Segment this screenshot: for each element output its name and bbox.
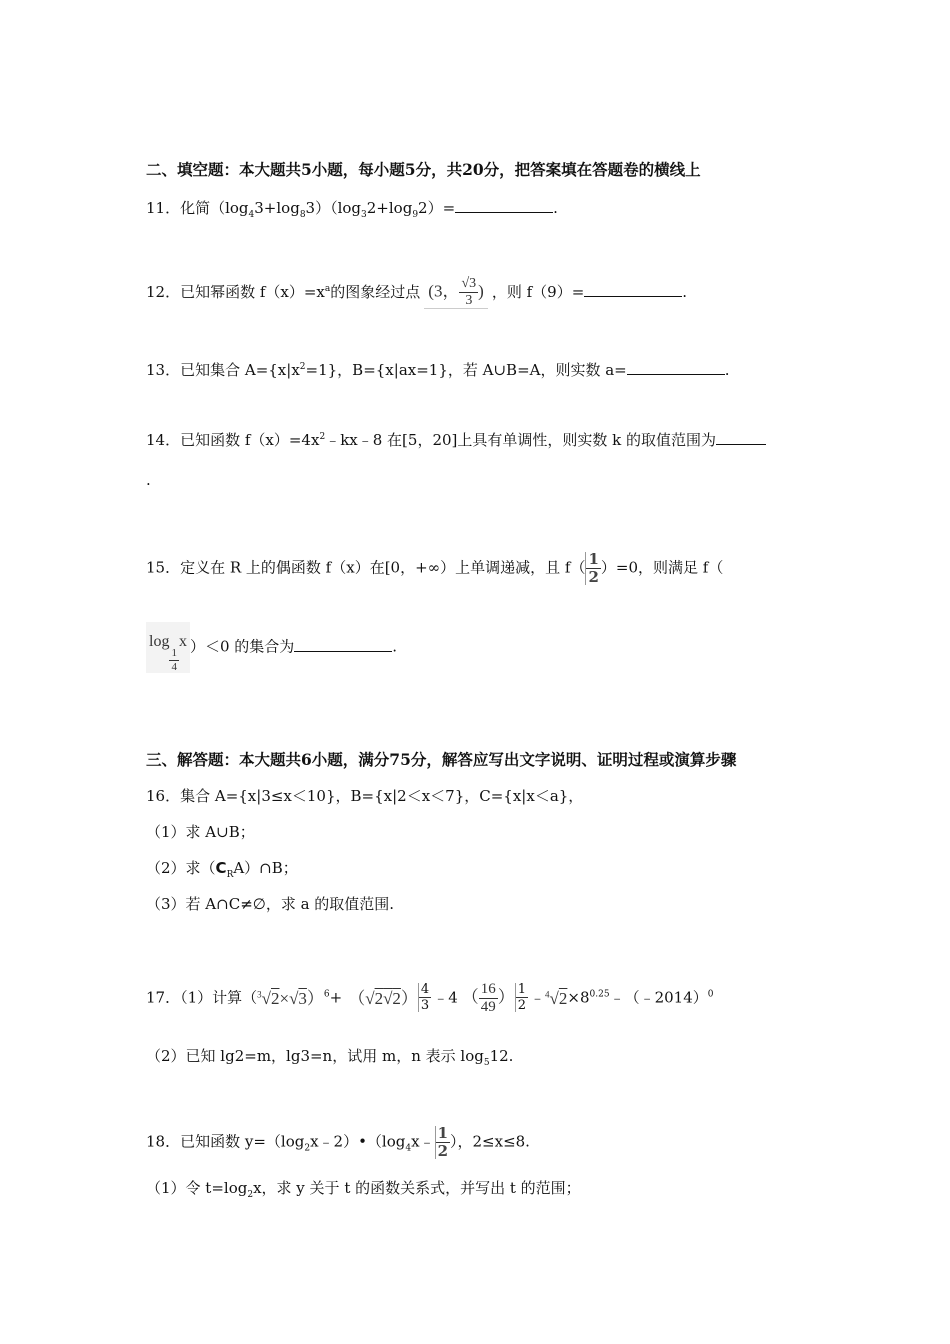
question-16-part-2: （2）求$(C_RA)\cap B$；	[146, 859, 298, 880]
question-15: 15．定义在 R 上的偶函数 f（x）在[0，+∞）上单调递减，且 f（ $\frac{1}{2}$ ）=0，则满足 f（	[146, 550, 724, 586]
question-13: 13．已知集合 $A=\{x|x^2=1\}$，B={x|ax=1}，若 A∪B=A，则实数 a= .	[146, 361, 730, 379]
question-17-part-2: （2）已知 lg2=m，lg3=n，试用 m，n 表示 $\log_512$.	[146, 1047, 514, 1068]
question-16-part-3: （3）若 A∩C≠∅，求 a 的取值范围.	[146, 895, 395, 913]
question-18-part-1: （1）令 $t=\log_2x$，求 y 关于 t 的函数关系式，并写出 t 的范围；	[146, 1179, 581, 1200]
answer-blank-14[interactable]	[716, 430, 766, 445]
question-15-cont: log $\frac{1}{4}$ x ）＜0 的集合为 .	[146, 622, 397, 673]
question-18: 18．已知函数 $y=(\log_2x﹣2)•(\log_4x﹣$ $\frac{1}{2}$ ），2≤x≤8.	[146, 1124, 530, 1160]
question-12: 12．已知幂函数 $f(x)=x^a$的图象经过点 (3， $\frac{√3}{3}$ ) ，则 f（9）= .	[146, 276, 688, 308]
fourth-root-image: $^4$√2	[545, 988, 568, 1008]
answer-blank-13[interactable]	[627, 360, 725, 375]
question-14-end: .	[146, 471, 151, 489]
question-14: 14．已知函数 $f(x)=4x^2﹣kx﹣8$ 在[5，20]上具有单调性，则实数 k 的取值范围为	[146, 430, 766, 450]
nested-radical-image: （√2√2）	[348, 988, 418, 1008]
answer-blank-12[interactable]	[584, 282, 682, 297]
question-17: 17．（1）计算$(^3√2\times√3)^6+ (√2√2)$ $\frac{4}{3}$ ﹣4 （ $\frac{16}{49}$ ） $\frac{1}{2}$ $﹣^4√2\times 8^{0.25}﹣(﹣2014)^0$	[146, 981, 714, 1015]
radical-expression-image: $^3$√2×√3）	[257, 988, 324, 1008]
fraction-16-49-image: （ $\frac{16}{49}$ ）	[461, 981, 515, 1015]
exponent-half: $\frac{1}{2}$	[515, 983, 530, 1012]
section-3-heading: 三、解答题：本大题共6小题，满分75分，解答应写出文字说明、证明过程或演算步骤	[146, 750, 737, 769]
question-16: 16．集合 A={x|3≤x＜10}，B={x|2＜x＜7}，C={x|x＜a}，	[146, 787, 584, 805]
exponent-four-thirds: $\frac{4}{3}$	[418, 983, 433, 1012]
answer-blank-15[interactable]	[294, 637, 392, 652]
fraction-half-image: $\frac{1}{2}$	[585, 552, 600, 585]
log-quarter-image: log $\frac{1}{4}$ x	[146, 622, 190, 673]
section-2-heading: 二、填空题：本大题共5小题，每小题5分，共20分，把答案填在答题卷的横线上	[146, 160, 701, 179]
question-16-part-1: （1）求 A∪B；	[146, 823, 255, 841]
fraction-half-image-18: $\frac{1}{2}$	[435, 1126, 450, 1159]
point-image: (3， $\frac{√3}{3}$ )	[424, 277, 488, 309]
question-11: 11．化简$(\log_43+\log_83)(\log_32+\log_92)=$ .	[146, 199, 558, 220]
answer-blank-11[interactable]	[455, 198, 553, 213]
